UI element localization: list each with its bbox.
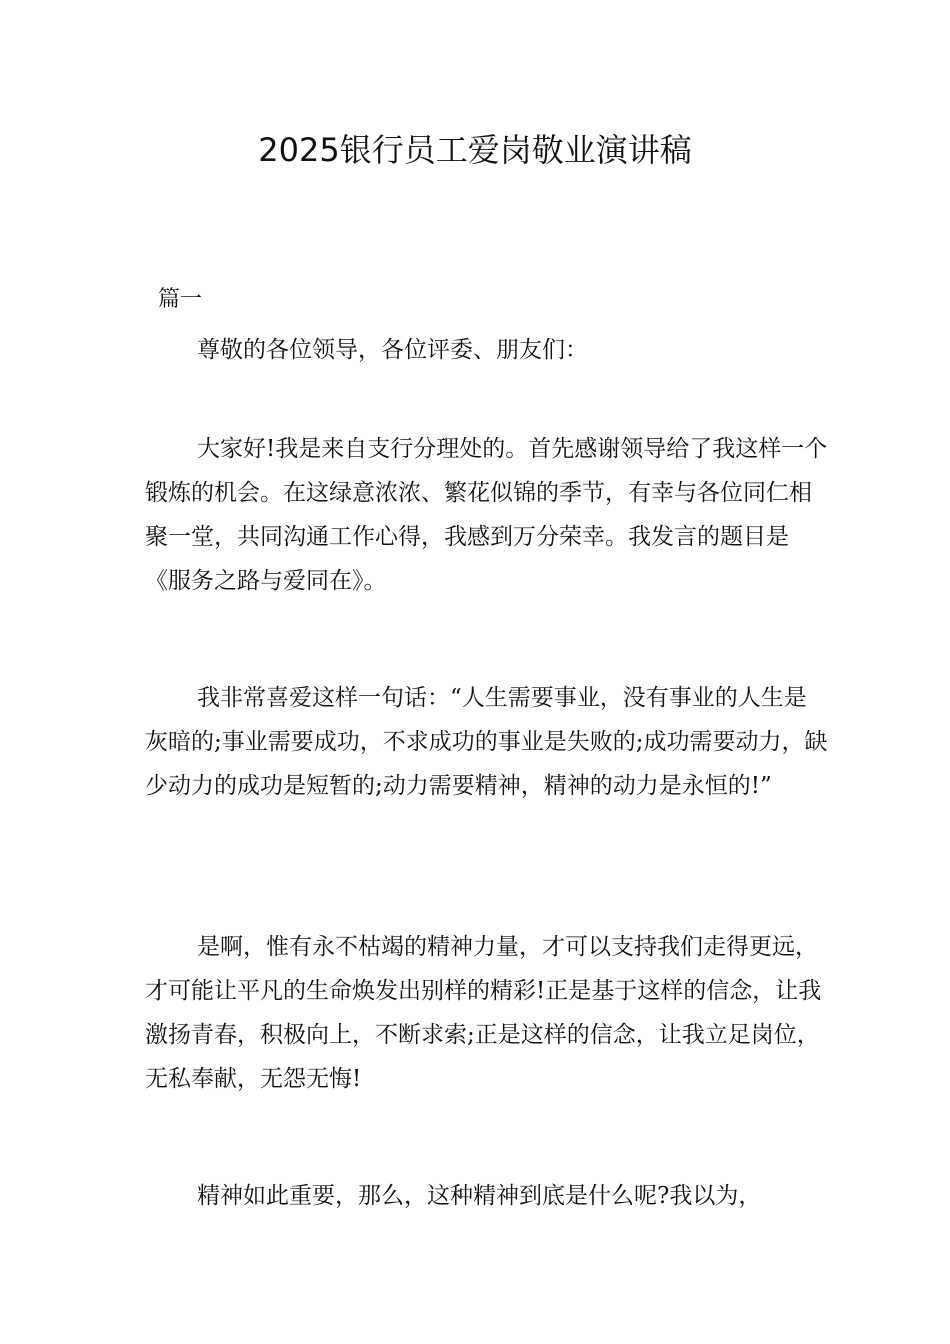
paragraph-introduction: 大家好!我是来自支行分理处的。首先感谢领导给了我这样一个锻炼的机会。在这绿意浓浓、繁花似锦的季节，有幸与各位同仁相聚一堂，共同沟通工作心得，我感到万分荣幸。我发言的题目是《服务之路与爱同在》。 <box>145 436 828 594</box>
document-title: 2025银行员工爱岗敬业演讲稿 <box>258 131 692 169</box>
paragraph-belief: 是啊，惟有永不枯竭的精神力量，才可以支持我们走得更远，才可能让平凡的生命焕发出别样的精彩!正是基于这样的信念，让我激扬青春，积极向上，不断求索;正是这样的信念，让我立足岗位，无私奉献，无怨无悔! <box>145 934 822 1092</box>
section-label: 篇一 <box>158 287 203 312</box>
paragraph-quote: 我非常喜爱这样一句话：“人生需要事业，没有事业的人生是灰暗的;事业需要成功，不求成功的事业是失败的;成功需要动力，缺少动力的成功是短暂的;动力需要精神，精神的动力是永恒的!” <box>145 685 828 799</box>
paragraph-spirit: 精神如此重要，那么，这种精神到底是什么呢?我以为， <box>197 1183 762 1209</box>
paragraph-salutation: 尊敬的各位领导，各位评委、朋友们： <box>197 337 588 363</box>
